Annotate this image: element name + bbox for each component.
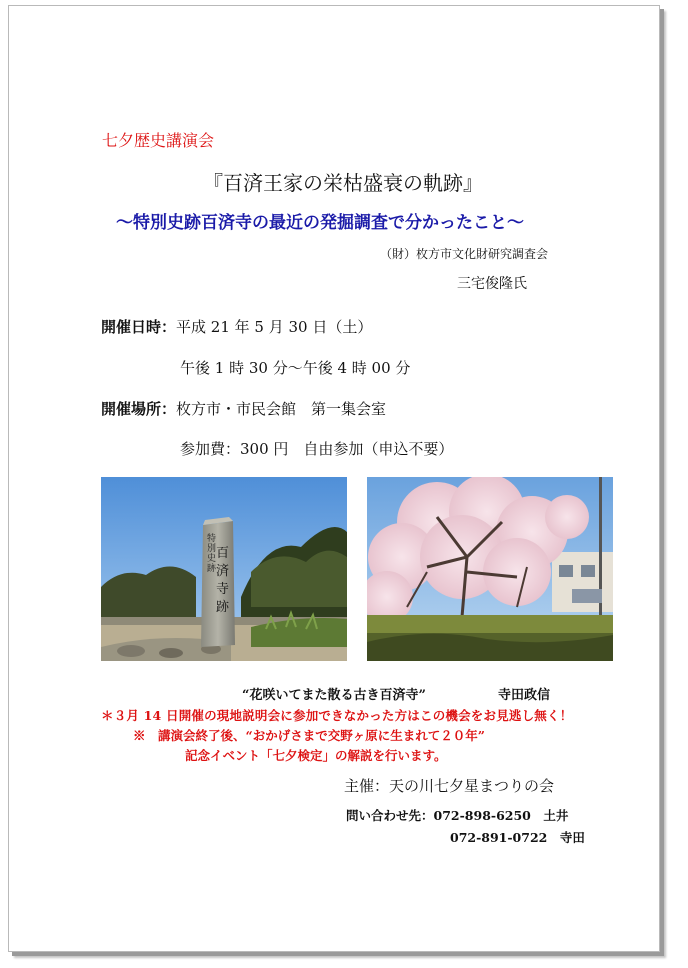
notice-line-3: 記念イベント「七夕検定」の解説を行います。 [185, 748, 447, 763]
place-value: 枚方市・市民会館 第一集会室 [176, 400, 387, 418]
phone-2: 072-891-0722 寺田 [450, 830, 585, 845]
poem-author: 寺田政信 [498, 688, 551, 703]
series-title: 七夕歴史講演会 [102, 131, 215, 150]
cherry-blossom-photo [367, 477, 613, 661]
notice-line-1: ＊３月 14 日開催の現地説明会に参加できなかった方はこの機会をお見逃し無く！ [101, 708, 573, 723]
speaker-name: 三宅俊隆氏 [457, 276, 527, 292]
lecture-subtitle: ～特別史跡百済寺の最近の発掘調査で分かったこと～ [116, 213, 524, 233]
date-label: 開催日時： [101, 318, 177, 336]
speaker-org: （財）枚方市文化財研究調査会 [380, 247, 549, 261]
poem-title: “花咲いてまた散る古き百済寺” [242, 688, 426, 703]
svg-text:別: 別 [207, 544, 217, 554]
place-label: 開催場所： [101, 400, 177, 418]
phone-1: 072-898-6250 土井 [433, 808, 569, 823]
contact-row-1 [346, 806, 568, 824]
svg-text:百: 百 [216, 546, 230, 561]
place-row [101, 398, 386, 419]
date-value: 平成 21 年 5 月 30 日（土） [176, 318, 373, 336]
svg-text:特: 特 [207, 534, 217, 544]
time-value: 午後 1 時 30 分～午後 4 時 00 分 [180, 359, 411, 377]
date-row [101, 316, 372, 337]
svg-text:跡: 跡 [207, 564, 217, 574]
stone-monument-photo [101, 477, 347, 661]
svg-text:済: 済 [216, 564, 230, 579]
svg-text:跡: 跡 [216, 600, 230, 615]
fee-value: 参加費：300 円 自由参加（申込不要） [180, 440, 454, 458]
organizer: 主催：天の川七夕星まつりの会 [344, 777, 555, 795]
svg-text:寺: 寺 [216, 582, 230, 597]
lecture-title: 『百済王家の栄枯盛衰の軌跡』 [203, 171, 483, 195]
contact-label: 問い合わせ先： [346, 808, 434, 823]
svg-text:史: 史 [207, 554, 217, 564]
notice-line-2: ※ 講演会終了後、“おかげさまで交野ヶ原に生まれて２０年” [133, 728, 485, 743]
